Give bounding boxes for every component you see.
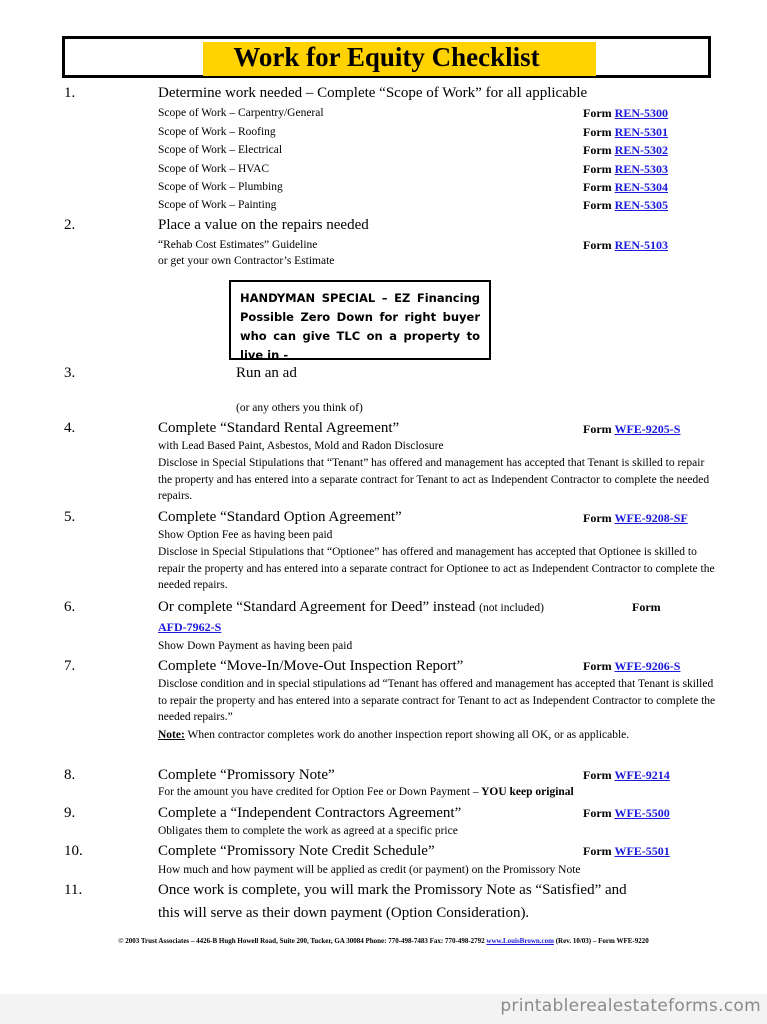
form-ref: Form WFE-9205-S [583,422,681,436]
scope-label: Scope of Work – HVAC [158,163,270,175]
item-number: 11. [64,882,83,898]
item-number: 1. [64,85,76,101]
form-ref: Form REN-5304 [583,180,668,194]
item-note [158,727,668,744]
form-ref: Form WFE-9214 [583,768,670,782]
scope-label: Scope of Work – Painting [158,199,277,211]
bottom-bar [0,994,767,1024]
item-number: 4. [64,420,76,436]
item-detail: “Rehab Cost Estimates” Guideline [158,239,318,251]
heading-note: (not included) [479,602,544,614]
form-link[interactable]: WFE-9205-S [614,422,681,436]
form-link[interactable]: REN-5302 [614,143,668,157]
item-number: 5. [64,509,76,525]
item-heading: Complete “Promissory Note” [158,767,335,783]
scope-label: Scope of Work – Plumbing [158,181,283,193]
form-link[interactable]: REN-5305 [614,198,668,212]
scope-label: Scope of Work – Electrical [158,144,283,156]
item-heading: Complete “Standard Rental Agreement” [158,420,400,436]
footer-link[interactable]: www.LouisBrown.com [486,937,554,945]
form-link[interactable]: REN-5103 [614,238,668,252]
note-label: Note: [158,729,185,741]
form-ref: Form REN-5305 [583,198,668,212]
item-detail: with Lead Based Paint, Asbestos, Mold and Radon Disclosure [158,440,444,452]
item-heading: Run an ad [236,365,297,381]
item-detail: Show Option Fee as having been paid [158,529,333,541]
scope-label: Scope of Work – Roofing [158,126,276,138]
form-ref: Form WFE-9206-S [583,659,681,673]
form-link[interactable]: REN-5301 [614,125,668,139]
ad-text-box: HANDYMAN SPECIAL – EZ Financing Possible Zero Down for right buyer who can give TLC on a property to live in - [229,280,491,360]
item-heading: Complete “Promissory Note Credit Schedule” [158,843,435,859]
form-link[interactable]: WFE-9206-S [614,659,681,673]
form-ref: Form REN-5300 [583,106,668,120]
item-body: Disclose in Special Stipulations that “Optionee” has offered and management has accepted that Optionee is skilled to repair the property and has entered into a separate contract for Optionee to act as Independent Contractor to complete the needed repairs. [158,546,715,591]
item-number: 9. [64,805,76,821]
item-body: Disclose in Special Stipulations that “Tenant” has offered and management has accepted that Tenant is skilled to repair the property and has entered into a separate contract for Tenant to act as Independent Contractor to complete the needed repairs. [158,457,710,502]
item-heading: Complete “Standard Option Agreement” [158,509,402,525]
form-link[interactable]: REN-5303 [614,162,668,176]
item-heading-cont: this will serve as their down payment (Option Consideration). [158,905,530,921]
item-body: Disclose condition and in special stipulations ad “Tenant has offered and management has accepted that Tenant is skilled to repair the property and has entered into a separate contract for Tenant to act as Independent Contractor to complete the needed repairs.” [158,678,716,723]
item-note: (or any others you think of) [236,402,363,414]
form-link[interactable]: WFE-5500 [614,806,670,820]
item-heading: Once work is complete, you will mark the Promissory Note as “Satisfied” and [158,882,627,898]
item-detail: or get your own Contractor’s Estimate [158,255,335,267]
form-ref [158,619,221,635]
form-ref: Form REN-5302 [583,143,668,157]
form-link[interactable]: WFE-9208-SF [614,511,688,525]
form-link[interactable]: AFD-7962-S [158,620,222,634]
title-box [62,36,711,78]
form-link[interactable]: REN-5300 [614,106,668,120]
item-heading: Or complete “Standard Agreement for Deed” instead (not included) [158,599,544,615]
form-ref: Form WFE-5501 [583,844,670,858]
item-number: 8. [64,767,76,783]
form-link[interactable]: WFE-9214 [614,768,670,782]
item-number: 6. [64,599,76,615]
form-ref: Form WFE-5500 [583,806,670,820]
item-detail: How much and how payment will be applied as credit (or payment) on the Promissory Note [158,864,581,876]
scope-label: Scope of Work – Carpentry/General [158,107,324,119]
item-number: 2. [64,217,76,233]
page-title: Work for Equity Checklist [233,42,540,72]
item-number: 10. [64,843,83,859]
form-label: Form [632,600,661,614]
form-ref: Form REN-5303 [583,162,668,176]
form-ref: Form REN-5301 [583,125,668,139]
item-heading: Determine work needed – Complete “Scope of Work” for all applicable [158,85,588,101]
item-detail: For the amount you have credited for Option Fee or Down Payment – YOU keep original [158,786,574,798]
footer-copyright: © 2003 Trust Associates – 4426-B Hugh Howell Road, Suite 200, Tucker, GA 30084 Phone: 770-498-7483 Fax: 770-498-2792 www.LouisBrown.com (Rev. 10/03) – Form WFE-9220 [118,937,649,945]
item-detail: Show Down Payment as having been paid [158,640,353,652]
item-number: 7. [64,658,76,674]
item-heading: Complete “Move-In/Move-Out Inspection Report” [158,658,464,674]
note-text: When contractor completes work do another inspection report showing all OK, or as applicable. [184,729,630,741]
item-heading: Place a value on the repairs needed [158,217,369,233]
form-ref: Form REN-5103 [583,238,668,252]
item-heading: Complete a “Independent Contractors Agreement” [158,805,462,821]
item-number: 3. [64,365,76,381]
form-ref: Form WFE-9208-SF [583,511,688,525]
form-link[interactable]: WFE-5501 [614,844,670,858]
form-link[interactable]: REN-5304 [614,180,668,194]
item-detail: Obligates them to complete the work as agreed at a specific price [158,825,458,837]
watermark: printablerealestateforms.com [500,996,761,1016]
